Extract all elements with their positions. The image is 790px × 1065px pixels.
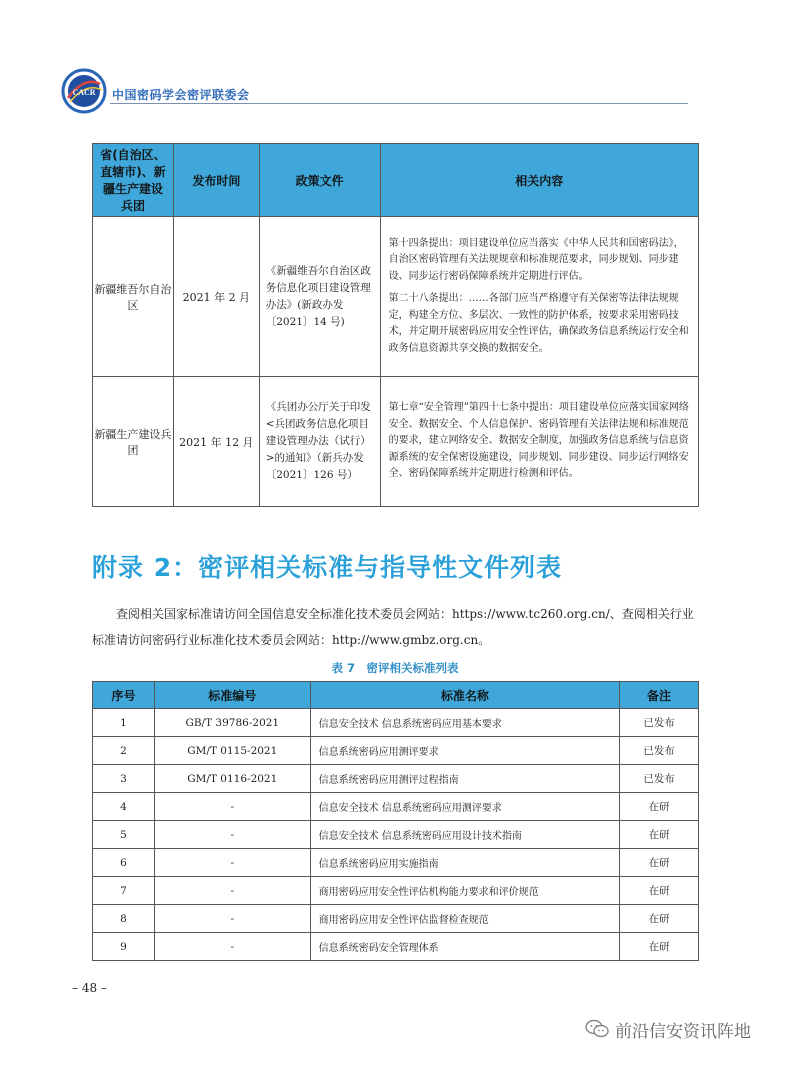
row-note: 已发布 xyxy=(620,709,699,737)
content-cell xyxy=(380,217,698,377)
policy-cell: 《新疆维吾尔自治区政务信息化项目建设管理办法》(新政办发〔2021〕14 号) xyxy=(259,217,380,377)
region-cell: 新疆维吾尔自治区 xyxy=(93,217,174,377)
policy-table-header-row xyxy=(93,144,699,217)
watermark xyxy=(585,1016,751,1042)
row-note: 已发布 xyxy=(620,765,699,793)
appendix-intro: 查阅相关国家标准请访问全国信息安全标准化技术委员会网站：https://www.tc260.org.cn/、查阅相关行业标准请访问密码行业标准化技术委员会网站：http://www.gmbz.org.cn。 xyxy=(92,607,694,647)
row-name: 信息安全技术 信息系统密码应用测评要求 xyxy=(310,793,619,821)
row-code: - xyxy=(154,793,310,821)
content-paragraph: 第二十八条提出：……各部门应当严格遵守有关保密等法律法规规定，构建全方位、多层次、一致性的防护体系，按要求采用密码技术，并定期开展密码应用安全性评估，确保政务信息系统运行安全和政务信息资源共享交换的数据安全。 xyxy=(388,293,689,354)
table-row xyxy=(93,849,699,877)
row-name: 信息安全技术 信息系统密码应用设计技术指南 xyxy=(310,821,619,849)
row-code: - xyxy=(154,933,310,961)
table-row xyxy=(93,377,699,507)
row-code: GM/T 0116-2021 xyxy=(154,765,310,793)
standards-header-row xyxy=(93,682,699,709)
cacr-logo xyxy=(60,68,108,114)
row-no: 9 xyxy=(93,933,155,961)
header-code: 标准编号 xyxy=(154,682,310,709)
logo-text: CACR xyxy=(72,88,96,97)
row-code: - xyxy=(154,877,310,905)
date-cell: 2021 年 2 月 xyxy=(173,217,259,377)
row-name: 商用密码应用安全性评估监督检查规范 xyxy=(310,905,619,933)
region-cell: 新疆生产建设兵团 xyxy=(93,377,174,507)
row-name: 商用密码应用安全性评估机构能力要求和评价规范 xyxy=(310,877,619,905)
row-note: 在研 xyxy=(620,877,699,905)
header-note: 备注 xyxy=(620,682,699,709)
row-name: 信息系统密码应用实施指南 xyxy=(310,849,619,877)
organization-name: 中国密码学会密评联委会 xyxy=(112,88,250,102)
row-code: - xyxy=(154,821,310,849)
table-caption: 表 7 密评相关标准列表 xyxy=(331,661,459,675)
table-row xyxy=(93,905,699,933)
row-note: 在研 xyxy=(620,933,699,961)
row-note: 已发布 xyxy=(620,737,699,765)
content-cell xyxy=(380,377,698,507)
row-name: 信息系统密码应用测评过程指南 xyxy=(310,765,619,793)
policy-cell: 《兵团办公厅关于印发<兵团政务信息化项目建设管理办法（试行）>的通知》（新兵办发〔2021〕126 号） xyxy=(259,377,380,507)
row-name: 信息系统密码安全管理体系 xyxy=(310,933,619,961)
content-paragraph: 第七章“安全管理”第四十七条中提出：项目建设单位应落实国家网络安全、数据安全、个人信息保护、密码管理有关法律法规和标准规范的要求，建立网络安全、数据安全制度，加强政务信息系统与信息资源系统的安全保密设施建设，同步规划、同步建设、同步运行网络安全、密码保障系统并定期进行检测和评估。 xyxy=(388,402,689,480)
table-row xyxy=(93,877,699,905)
row-no: 4 xyxy=(93,793,155,821)
row-no: 1 xyxy=(93,709,155,737)
header-no: 序号 xyxy=(93,682,155,709)
row-code: GM/T 0115-2021 xyxy=(154,737,310,765)
header-name: 标准名称 xyxy=(310,682,619,709)
header-content: 相关内容 xyxy=(380,144,698,217)
row-code: - xyxy=(154,905,310,933)
table-row xyxy=(93,217,699,377)
row-no: 2 xyxy=(93,737,155,765)
row-note: 在研 xyxy=(620,793,699,821)
content-paragraph: 第十四条提出：项目建设单位应当落实《中华人民共和国密码法》，自治区密码管理有关法规规章和标准规范要求，同步规划、同步建设、同步运行密码保障系统并定期进行评估。 xyxy=(388,237,684,282)
row-note: 在研 xyxy=(620,849,699,877)
date-cell: 2021 年 12 月 xyxy=(173,377,259,507)
row-no: 5 xyxy=(93,821,155,849)
row-code: GB/T 39786-2021 xyxy=(154,709,310,737)
row-name: 信息系统密码应用测评要求 xyxy=(310,737,619,765)
row-note: 在研 xyxy=(620,905,699,933)
table-row xyxy=(93,709,699,737)
wechat-icon xyxy=(585,1019,609,1039)
watermark-text: 前沿信安资讯阵地 xyxy=(615,1021,751,1042)
row-code: - xyxy=(154,849,310,877)
header-date: 发布时间 xyxy=(173,144,259,217)
table-row xyxy=(93,793,699,821)
table-row xyxy=(93,765,699,793)
page-header xyxy=(60,68,688,113)
policy-table xyxy=(92,143,699,507)
table-row xyxy=(93,737,699,765)
row-no: 3 xyxy=(93,765,155,793)
standards-table xyxy=(92,681,699,961)
row-name: 信息安全技术 信息系统密码应用基本要求 xyxy=(310,709,619,737)
row-no: 8 xyxy=(93,905,155,933)
table-row xyxy=(93,821,699,849)
table-row xyxy=(93,933,699,961)
header-region: 省(自治区、直辖市)、新疆生产建设兵团 xyxy=(93,144,174,217)
header-policy: 政策文件 xyxy=(259,144,380,217)
row-note: 在研 xyxy=(620,821,699,849)
page-number: – 48 – xyxy=(72,981,107,995)
row-no: 7 xyxy=(93,877,155,905)
appendix-title: 附录 2：密评相关标准与指导性文件列表 xyxy=(92,553,563,582)
row-no: 6 xyxy=(93,849,155,877)
header-divider xyxy=(110,103,688,104)
